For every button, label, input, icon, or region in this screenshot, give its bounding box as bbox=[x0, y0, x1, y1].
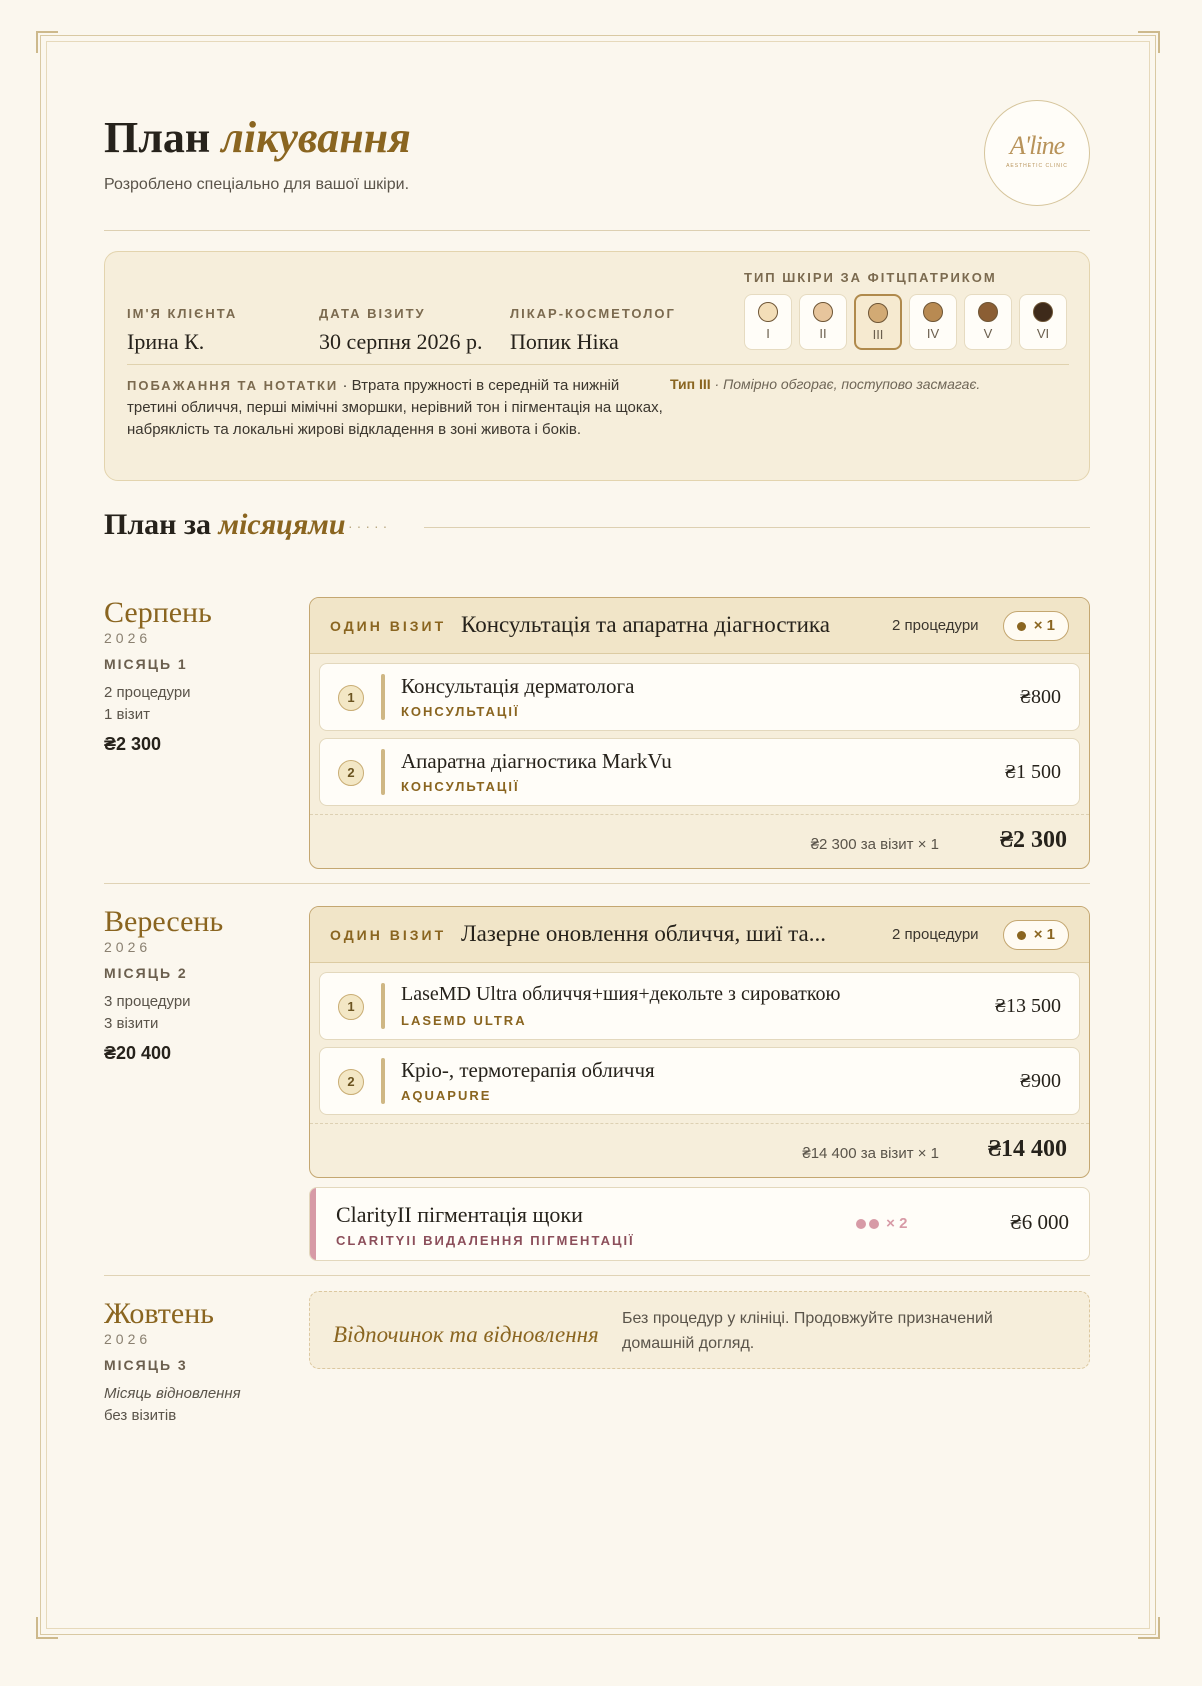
rest-text: Без процедур у клініці. Продовжуйте призначений домашній догляд. bbox=[622, 1310, 993, 1352]
client-notes: ПОБАЖАННЯ ТА НОТАТКИ · Втрата пружності в середній та нижній третині обличчя, перші мімічні зморшки, нерівний тон і пігментація на щоках, набряклість та локальні жирові відкладення в зоні живота і боків. bbox=[127, 377, 663, 438]
corner-ornament bbox=[1138, 31, 1160, 53]
visit-multiplier: × 1 bbox=[1003, 611, 1069, 641]
procedure-number: 2 bbox=[338, 760, 364, 786]
month-divider bbox=[104, 1275, 1090, 1276]
month-name: Вересень bbox=[104, 905, 224, 938]
visit-multiplier: × 1 bbox=[1003, 920, 1069, 950]
visit-label: ОДИН ВІЗИТ bbox=[330, 927, 447, 943]
skin-color-icon bbox=[1033, 302, 1053, 322]
client-name-value: Ірина К. bbox=[127, 329, 205, 354]
visit-total: ₴14 400 bbox=[987, 1136, 1067, 1162]
skin-type-roman: III bbox=[872, 327, 884, 342]
visit-footer bbox=[310, 814, 1089, 868]
skin-type-swatch-iii bbox=[854, 294, 902, 350]
skin-type-note: Тип III · Помірно обгорає, поступово засмагає. bbox=[670, 376, 981, 392]
skin-type-roman: IV bbox=[926, 326, 940, 341]
skin-color-icon bbox=[923, 302, 943, 322]
procedure-number: 1 bbox=[338, 994, 364, 1020]
procedure-category: LASEMD ULTRA bbox=[401, 1013, 527, 1028]
divider bbox=[104, 230, 1090, 231]
month-year: 2026 bbox=[104, 630, 152, 646]
visit-calc: ₴2 300 за візит × 1 bbox=[810, 836, 939, 853]
month-meta: 3 процедури 3 візити bbox=[104, 993, 191, 1032]
procedure-row bbox=[319, 1047, 1080, 1115]
skin-type-swatch-ii bbox=[799, 294, 847, 350]
month-meta: Місяць відновлення без візитів bbox=[104, 1385, 241, 1424]
skin-color-icon bbox=[813, 302, 833, 322]
procedure-accent bbox=[381, 1058, 385, 1104]
procedure-number: 2 bbox=[338, 1069, 364, 1095]
procedure-category: AQUAPURE bbox=[401, 1088, 492, 1103]
clinic-logo bbox=[984, 100, 1090, 206]
procedure-price: ₴13 500 bbox=[994, 995, 1061, 1017]
doctor-field bbox=[510, 306, 676, 355]
rest-title: Відпочинок та відновлення bbox=[333, 1322, 599, 1347]
client-info-card bbox=[104, 251, 1090, 481]
corner-ornament bbox=[36, 31, 58, 53]
skin-type-swatch-vi bbox=[1019, 294, 1067, 350]
client-name-label: ІМ'Я КЛІЄНТА bbox=[127, 306, 238, 321]
visit-calc: ₴14 400 за візит × 1 bbox=[802, 1145, 939, 1162]
month-name: Серпень bbox=[104, 596, 212, 629]
month-meta: 2 процедури 1 візит bbox=[104, 684, 191, 723]
dot-icon bbox=[1017, 931, 1026, 940]
notes-label: ПОБАЖАННЯ ТА НОТАТКИ bbox=[127, 378, 339, 393]
visit-title: Консультація та апаратна діагностика bbox=[461, 612, 830, 637]
page-title: План лікування bbox=[104, 113, 411, 162]
visit-title: Лазерне оновлення обличчя, шиї та... bbox=[461, 921, 826, 946]
procedure-accent bbox=[310, 1188, 316, 1260]
notes-text: Втрата пружності в середній та нижній третині обличчя, перші мімічні зморшки, нерівний тон і пігментація на щоках, набряклість та локальні жирові відкладення в зоні живота і боків. bbox=[127, 377, 663, 438]
doctor-label: ЛІКАР-КОСМЕТОЛОГ bbox=[510, 306, 676, 321]
procedure-accent bbox=[381, 983, 385, 1029]
procedure-price: ₴6 000 bbox=[1010, 1210, 1069, 1234]
procedure-price: ₴900 bbox=[1019, 1070, 1061, 1092]
month-sum: ₴2 300 bbox=[104, 734, 162, 754]
corner-ornament bbox=[1138, 1617, 1160, 1639]
month-number: МІСЯЦЬ 1 bbox=[104, 656, 188, 672]
procedure-multiplier: × 2 bbox=[856, 1215, 907, 1232]
skin-type-roman: V bbox=[983, 326, 993, 341]
procedure-row bbox=[319, 738, 1080, 806]
procedure-accent bbox=[381, 674, 385, 720]
month-summary bbox=[104, 905, 223, 1064]
page-subtitle: Розроблено спеціально для вашої шкіри. bbox=[104, 176, 410, 193]
procedure-row bbox=[319, 972, 1080, 1040]
procedure-name: ClarityII пігментація щоки bbox=[336, 1202, 583, 1227]
visit-label: ОДИН ВІЗИТ bbox=[330, 618, 447, 634]
skin-type-roman: VI bbox=[1036, 326, 1050, 341]
client-name-field bbox=[127, 306, 237, 355]
skin-color-icon bbox=[978, 302, 998, 322]
skin-type-roman: I bbox=[766, 326, 770, 341]
visit-date-field bbox=[319, 306, 482, 355]
section-divider bbox=[424, 527, 1090, 528]
procedure-category: КОНСУЛЬТАЦІЇ bbox=[401, 779, 520, 794]
procedure-name: Кріо-, термотерапія обличчя bbox=[401, 1058, 655, 1082]
corner-ornament bbox=[36, 1617, 58, 1639]
visit-proc-count: 2 процедури bbox=[892, 617, 979, 634]
dot-icon bbox=[856, 1219, 866, 1229]
skin-type-roman: II bbox=[819, 326, 827, 341]
visit-card bbox=[309, 597, 1090, 869]
procedure-name: Консультація дерматолога bbox=[401, 674, 635, 698]
skin-type-swatch-iv bbox=[909, 294, 957, 350]
skin-type-swatch-i bbox=[744, 294, 792, 350]
visit-date-label: ДАТА ВІЗИТУ bbox=[319, 306, 426, 321]
logo-subtext: AESTHETIC CLINIC bbox=[1006, 163, 1068, 169]
month-summary bbox=[104, 1297, 241, 1427]
procedure-name: Апаратна діагностика MarkVu bbox=[401, 749, 672, 773]
skin-color-icon bbox=[758, 302, 778, 322]
month-year: 2026 bbox=[104, 1331, 152, 1347]
procedure-number: 1 bbox=[338, 685, 364, 711]
visit-header bbox=[310, 598, 1089, 654]
month-year: 2026 bbox=[104, 939, 152, 955]
dot-icon bbox=[1017, 622, 1026, 631]
section-leader: ····· bbox=[348, 518, 392, 534]
month-name: Жовтень bbox=[104, 1297, 214, 1330]
divider bbox=[127, 364, 1069, 365]
single-procedure-card bbox=[309, 1187, 1090, 1261]
skin-type-swatch-v bbox=[964, 294, 1012, 350]
visit-card bbox=[309, 906, 1090, 1178]
visit-footer bbox=[310, 1123, 1089, 1177]
section-title: План за місяцями bbox=[104, 508, 346, 541]
month-sum: ₴20 400 bbox=[104, 1043, 172, 1063]
visit-header bbox=[310, 907, 1089, 963]
procedure-category: КОНСУЛЬТАЦІЇ bbox=[401, 704, 520, 719]
dot-icon bbox=[869, 1219, 879, 1229]
procedure-name: LaseMD Ultra обличчя+шия+декольте з сироваткою bbox=[401, 983, 841, 1005]
month-number: МІСЯЦЬ 3 bbox=[104, 1357, 188, 1373]
month-divider bbox=[104, 883, 1090, 884]
logo-text: A'line bbox=[1009, 131, 1065, 160]
procedure-accent bbox=[381, 749, 385, 795]
procedure-price: ₴800 bbox=[1019, 686, 1061, 708]
month-summary bbox=[104, 596, 212, 755]
visit-total: ₴2 300 bbox=[999, 827, 1067, 853]
visit-date-value: 30 серпня 2026 р. bbox=[319, 329, 483, 354]
rest-card bbox=[309, 1291, 1090, 1369]
month-number: МІСЯЦЬ 2 bbox=[104, 965, 188, 981]
procedure-category: CLARITYII ВИДАЛЕННЯ ПІГМЕНТАЦІЇ bbox=[336, 1233, 635, 1248]
procedure-row bbox=[319, 663, 1080, 731]
visit-proc-count: 2 процедури bbox=[892, 926, 979, 943]
doctor-value: Попик Ніка bbox=[510, 329, 619, 354]
skin-color-icon bbox=[868, 303, 888, 323]
skin-type-label: ТИП ШКІРИ ЗА ФІТЦПАТРИКОМ bbox=[744, 270, 997, 285]
procedure-price: ₴1 500 bbox=[1004, 761, 1061, 783]
